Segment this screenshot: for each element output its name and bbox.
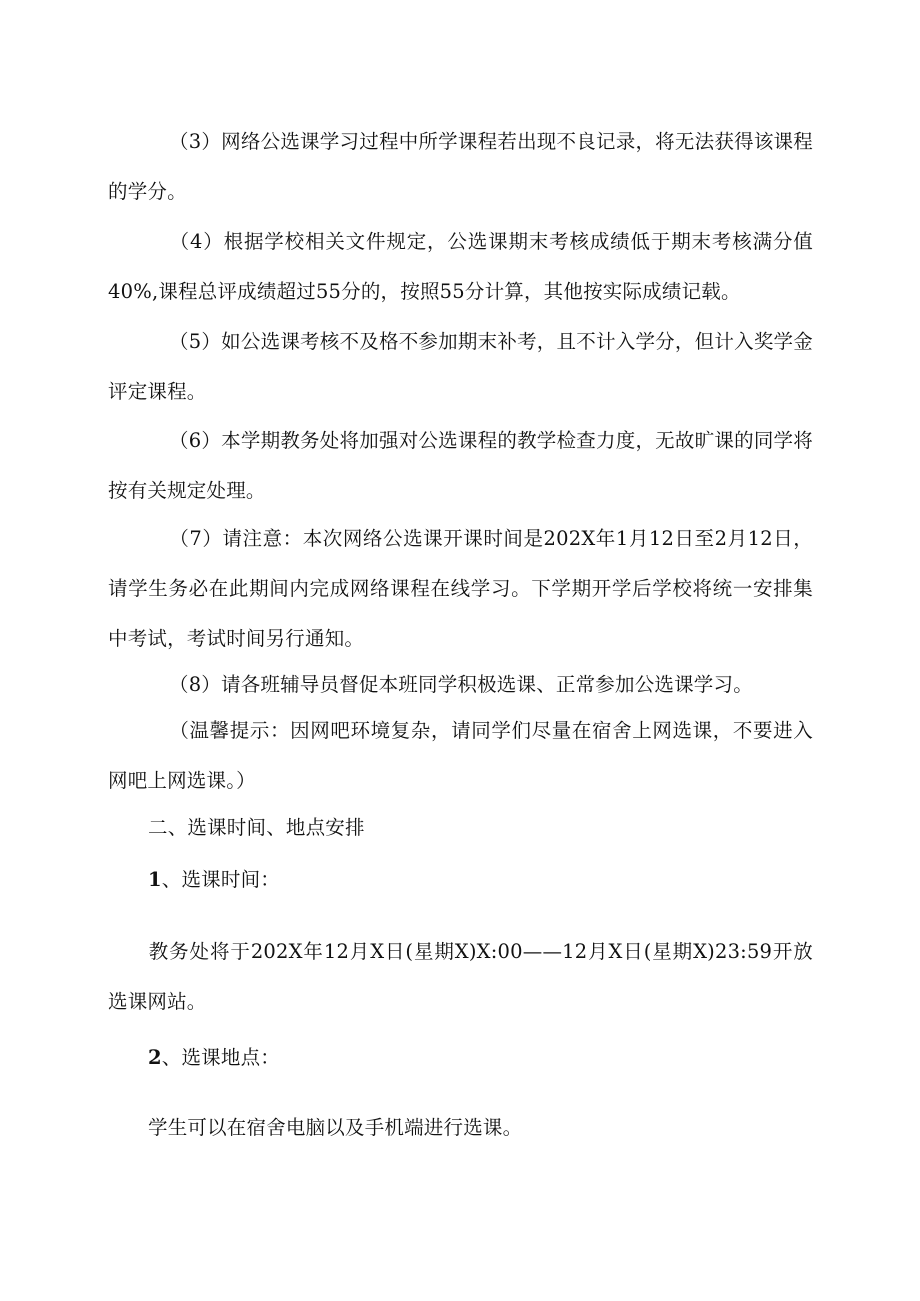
item-7-text: （7）请注意：本次网络公选课开课时间是202X年1月12日至2月12日，请学生务必在此期间内完成网络课程在线学习。下学期开学后学校将统一安排集中考试，考试时间另行通知。 xyxy=(108,527,813,650)
item-5 xyxy=(108,317,813,417)
select-time-label: 、选课时间： xyxy=(161,868,280,891)
item-5-text: （5）如公选课考核不及格不参加期末补考，且不计入学分，但计入奖学金评定课程。 xyxy=(108,330,813,403)
section-2-title: 二、选课时间、地点安排 xyxy=(148,816,365,839)
item-6-text: （6）本学期教务处将加强对公选课程的教学检查力度，无故旷课的同学将按有关规定处理。 xyxy=(108,429,813,502)
select-place-number: 2 xyxy=(148,1046,162,1069)
item-3-text: （3）网络公选课学习过程中所学课程若出现不良记录，将无法获得该课程的学分。 xyxy=(108,130,813,203)
item-7 xyxy=(108,514,813,664)
warm-tip xyxy=(108,706,813,806)
select-place-label: 、选课地点： xyxy=(161,1046,280,1069)
item-4-text: （4）根据学校相关文件规定，公选课期末考核成绩低于期末考核满分值40%,课程总评成绩超过55分的，按照55分计算，其他按实际成绩记载。 xyxy=(108,230,813,303)
item-8-text: （8）请各班辅导员督促本班同学积极选课、正常参加公选课学习。 xyxy=(169,673,753,696)
select-time-paragraph xyxy=(108,927,813,1027)
warm-tip-text: （温馨提示：因网吧环境复杂，请同学们尽量在宿舍上网选课，不要进入网吧上网选课。） xyxy=(108,719,813,792)
select-place-paragraph xyxy=(108,1103,813,1153)
item-6 xyxy=(108,416,813,516)
select-time-number: 1 xyxy=(148,868,162,891)
select-time-text: 教务处将于202X年12月X日(星期X)X:00——12月X日(星期X)23:59开放选课网站。 xyxy=(108,940,813,1013)
item-8 xyxy=(108,660,813,710)
select-place-heading xyxy=(148,1033,280,1083)
select-time-heading xyxy=(148,855,280,905)
select-place-text: 学生可以在宿舍电脑以及手机端进行选课。 xyxy=(148,1116,523,1139)
item-3 xyxy=(108,117,813,217)
item-4 xyxy=(108,217,813,317)
